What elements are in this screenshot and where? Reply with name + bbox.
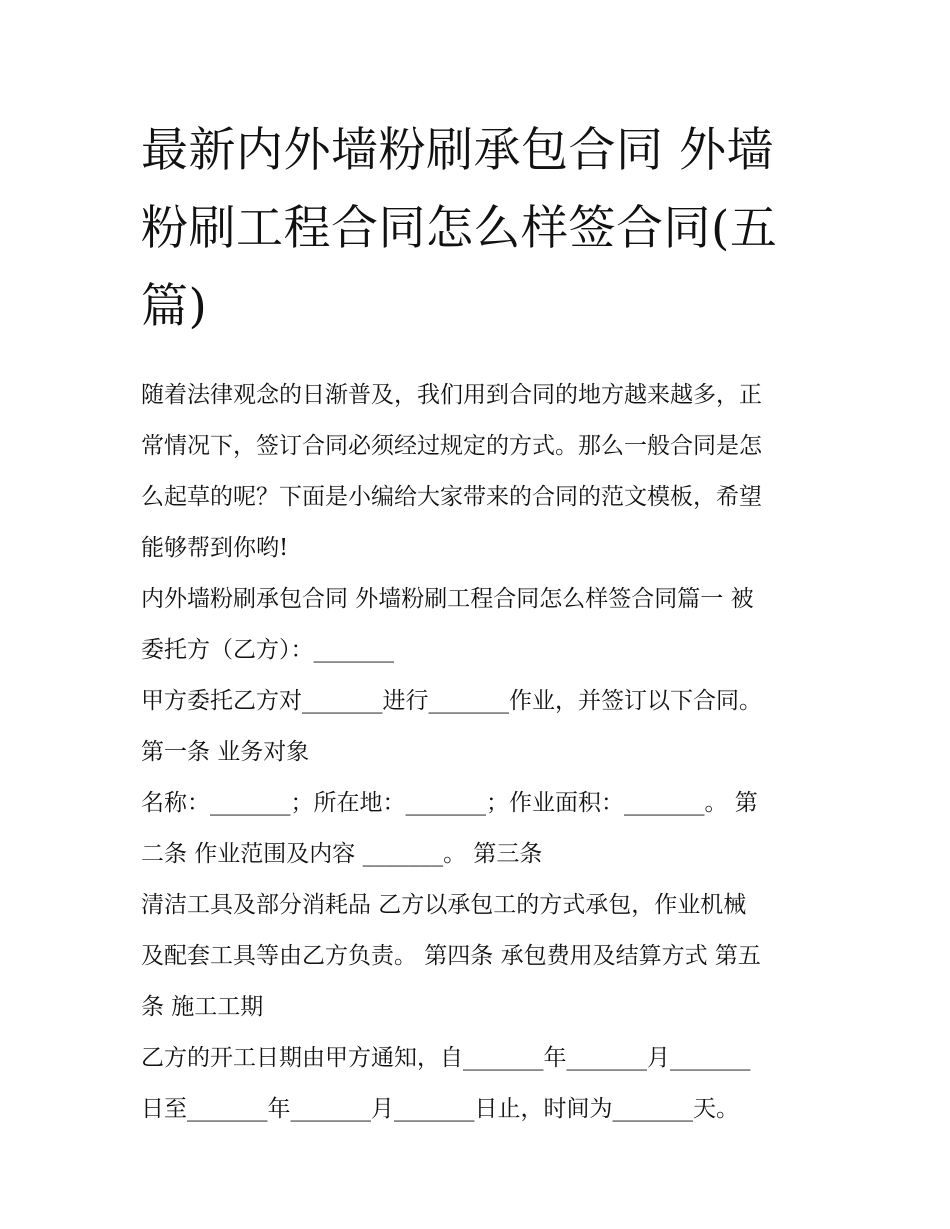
document-body	[141, 370, 813, 1135]
text-line: 常情况下，签订合同必须经过规定的方式。那么一般合同是怎	[141, 433, 762, 459]
section-heading-paragraph	[141, 574, 813, 676]
entrust-paragraph	[141, 676, 813, 727]
text-line: 条 施工工期	[141, 994, 264, 1020]
text-line: 内外墙粉刷承包合同 外墙粉刷工程合同怎么样签合同篇一 被	[141, 586, 754, 612]
text-line: 及配套工具等由乙方负责。 第四条 承包费用及结算方式 第五	[141, 943, 761, 969]
title-line: 粉刷工程合同怎么样签合同(五	[141, 201, 778, 256]
text-line: 第一条 业务对象	[141, 739, 310, 765]
text-line: 么起草的呢？下面是小编给大家带来的合同的范文模板，希望	[141, 484, 762, 510]
article-one-heading	[141, 727, 813, 778]
text-line: 日至_______年_______月_______日止，时间为_______天。	[141, 1096, 739, 1122]
title-line: 最新内外墙粉刷承包合同 外墙	[141, 123, 774, 178]
document-page	[141, 112, 813, 1135]
schedule-paragraph	[141, 1033, 813, 1135]
text-line: 甲方委托乙方对_______进行_______作业，并签订以下合同。	[141, 688, 762, 714]
text-line: 委托方（乙方）：_______	[141, 637, 394, 663]
text-line: 乙方的开工日期由甲方通知，自_______年_______月_______	[141, 1045, 751, 1071]
title-line: 篇)	[141, 279, 208, 334]
tools-paragraph	[141, 880, 813, 1033]
document-title	[141, 112, 813, 346]
text-line: 随着法律观念的日渐普及，我们用到合同的地方越来越多，正	[141, 382, 762, 408]
text-line: 名称：_______；所在地：_______；作业面积：_______。 第	[141, 790, 758, 816]
text-line: 清洁工具及部分消耗品 乙方以承包工的方式承包，作业机械	[141, 892, 747, 918]
intro-paragraph	[141, 370, 813, 574]
text-line: 二条 作业范围及内容 _______。 第三条	[141, 841, 543, 867]
text-line: 能够帮到你哟!	[141, 535, 289, 561]
business-object-paragraph	[141, 778, 813, 880]
